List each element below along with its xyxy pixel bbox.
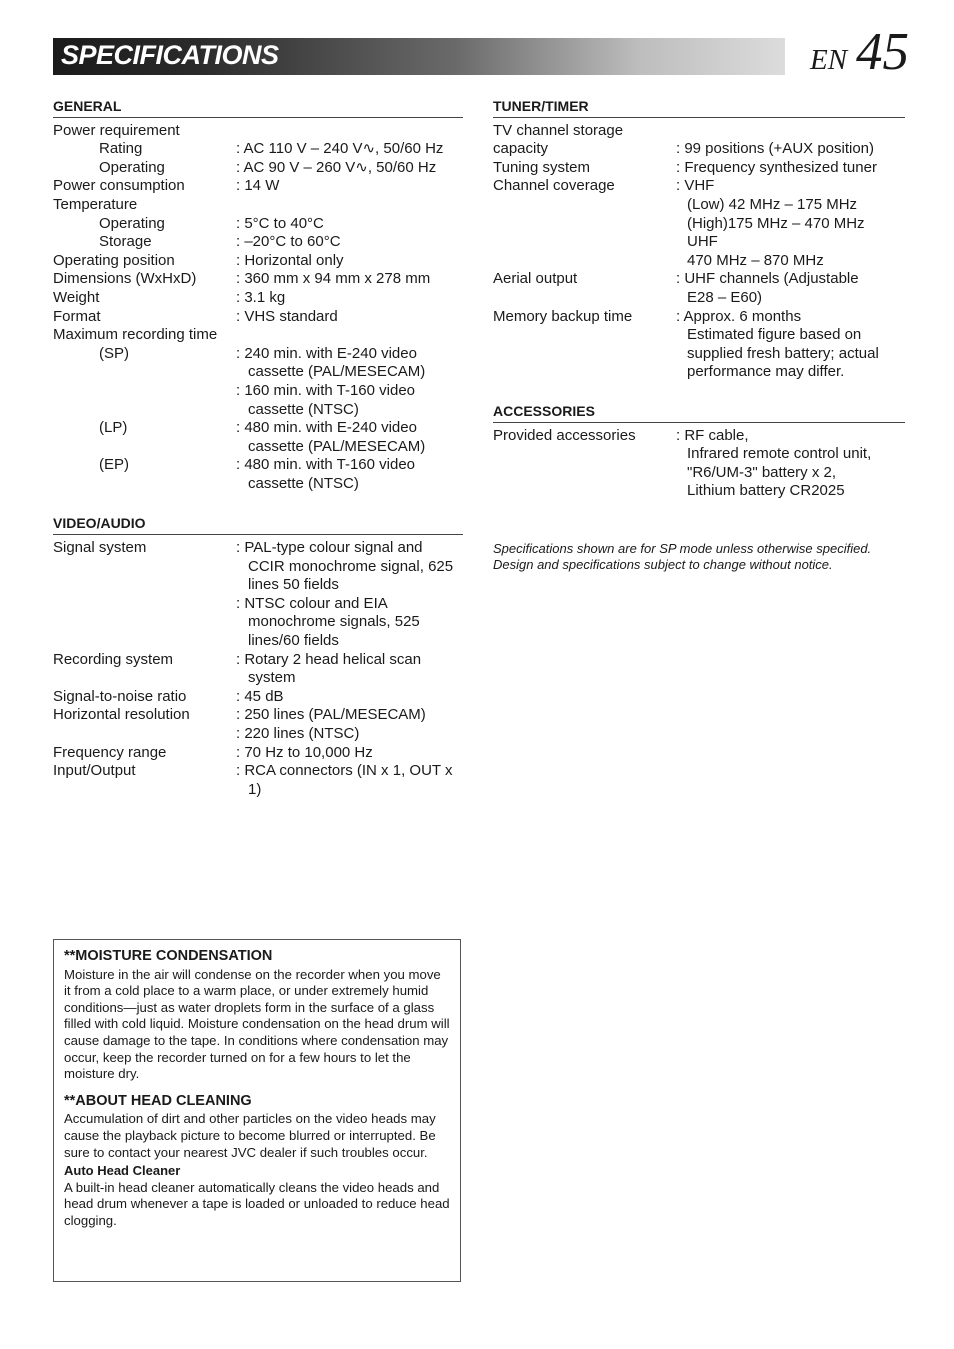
spec-value-line: : UHF channels (Adjustable [676, 270, 859, 288]
spec-value-line: 470 MHz – 870 MHz [687, 251, 824, 269]
spec-row [53, 308, 463, 327]
right-column [493, 97, 905, 574]
spec-value: : AC 110 V – 240 V∿, 50/60 Hz [236, 140, 463, 159]
spec-row [493, 270, 905, 307]
spec-value: : 480 min. with E-240 video cassette (PAL/MESECAM) [236, 419, 463, 456]
spec-value-line: Infrared remote control unit, [687, 445, 872, 463]
spec-value-line: performance may differ. [687, 363, 845, 381]
spec-value: : 360 mm x 94 mm x 278 mm [236, 270, 463, 289]
spec-row [53, 215, 463, 234]
spec-label: Dimensions (WxHxD) [53, 270, 197, 288]
spec-value: : RCA connectors (IN x 1, OUT x 1) [236, 762, 463, 799]
spec-value-line: Estimated figure based on [687, 326, 862, 344]
spec-value-line: supplied fresh battery; actual [687, 344, 879, 362]
spec-value: : 250 lines (PAL/MESECAM) [236, 706, 463, 725]
spec-value [676, 427, 905, 501]
spec-value-line: : 99 positions (+AUX position) [676, 140, 875, 158]
spec-label: Format [53, 307, 101, 325]
spec-row [493, 177, 905, 270]
spec-row [493, 140, 905, 159]
spec-value-line: (High)175 MHz – 470 MHz [687, 214, 865, 232]
spec-value: : 480 min. with T-160 video cassette (NTSC) [236, 456, 463, 493]
spec-value-line: : Frequency synthesized tuner [676, 158, 877, 176]
head-cleaning-heading: **ABOUT HEAD CLEANING [64, 1092, 252, 1109]
spec-label: Tuning system [493, 158, 590, 176]
spec-label: Operating [99, 214, 165, 232]
spec-row [53, 233, 463, 252]
spec-note-change: Design and specifications subject to change without notice. [493, 557, 833, 573]
spec-value: : VHS standard [236, 308, 463, 327]
spec-value-line: (Low) 42 MHz – 175 MHz [687, 195, 858, 213]
spec-row [53, 456, 463, 493]
spec-row [53, 382, 463, 419]
spec-row [53, 140, 463, 159]
page-title: SPECIFICATIONS [61, 40, 279, 70]
spec-row [53, 419, 463, 456]
spec-row [53, 326, 463, 345]
spec-value: : 240 min. with E-240 video cassette (PAL/MESECAM) [236, 345, 463, 382]
spec-label: Temperature [53, 195, 138, 213]
spec-label [53, 595, 236, 651]
spec-value: : 70 Hz to 10,000 Hz [236, 744, 463, 763]
spec-value-line: : Approx. 6 months [676, 307, 802, 325]
spec-value: : Horizontal only [236, 252, 463, 271]
spec-label: Maximum recording time [53, 326, 218, 344]
spec-note-sp-mode: Specifications shown are for SP mode unless otherwise specified. [493, 540, 872, 556]
spec-label [53, 725, 236, 744]
spec-value [676, 177, 905, 270]
spec-label: Power consumption [53, 177, 185, 195]
spec-label: Frequency range [53, 743, 167, 761]
spec-value [676, 140, 905, 159]
spec-row [53, 196, 463, 215]
spec-label: Storage [99, 233, 152, 251]
tv-channel-storage-label: TV channel storage [493, 121, 624, 139]
spec-label: (LP) [99, 419, 128, 437]
spec-label: Operating [99, 158, 165, 176]
spec-row [493, 308, 905, 382]
spec-value: : 220 lines (NTSC) [236, 725, 463, 744]
spec-value-line: UHF [687, 233, 718, 251]
spec-row [53, 651, 463, 688]
spec-value: : 160 min. with T-160 video cassette (NTSC) [236, 382, 463, 419]
spec-value-line: Lithium battery CR2025 [687, 482, 845, 500]
spec-row [53, 177, 463, 196]
tuner-timer-table [493, 140, 905, 382]
accessories-table [493, 427, 905, 501]
spec-row [53, 706, 463, 725]
spec-label: (EP) [99, 456, 129, 474]
spec-value [676, 159, 905, 178]
spec-label: capacity [493, 140, 549, 158]
spec-label: Channel coverage [493, 177, 615, 195]
left-column [53, 97, 463, 799]
spec-row [53, 122, 463, 141]
spec-row [53, 289, 463, 308]
video-audio-heading: VIDEO/AUDIO [53, 514, 463, 535]
spec-value: : PAL-type colour signal and CCIR monochrome signal, 625 lines 50 fields [236, 539, 463, 595]
spec-row [493, 159, 905, 178]
spec-row [53, 595, 463, 651]
title-banner [53, 38, 785, 75]
spec-label: Horizontal resolution [53, 706, 190, 724]
accessories-heading: ACCESSORIES [493, 402, 905, 423]
spec-value: : 3.1 kg [236, 289, 463, 308]
spec-row [53, 159, 463, 178]
spec-value-line: "R6/UM-3" battery x 2, [687, 463, 837, 481]
moisture-text: Moisture in the air will condense on the recorder when you move it from a cold place to a warm place, or under extremely humid conditions—just as water droplets form in the surface of a glass filled with cold liquid. Moisture condensation on the head drum will cause damage to the tape. In conditions where condensation may occur, keep the recorder turned on for a few hours to let the moisture dry. [64, 966, 450, 1082]
spec-value: : 14 W [236, 177, 463, 196]
spec-row [53, 345, 463, 382]
spec-label: Rating [99, 140, 143, 158]
spec-label: Input/Output [53, 762, 136, 780]
language-label: EN [810, 44, 848, 76]
spec-label: Signal-to-noise ratio [53, 687, 187, 705]
general-table [53, 122, 463, 494]
spec-row [53, 762, 463, 799]
page-number: 45 [856, 23, 909, 81]
spec-label: Signal system [53, 539, 147, 557]
spec-value [676, 270, 905, 307]
head-cleaning-text: Accumulation of dirt and other particles on the video heads may cause the playback picture to become blurred or interrupted. Be sure to contact your nearest JVC dealer if such troubles occur. [64, 1111, 436, 1160]
spec-label: Aerial output [493, 270, 578, 288]
spec-row [53, 539, 463, 595]
spec-row [53, 252, 463, 271]
spec-value: : 5°C to 40°C [236, 215, 463, 234]
spec-value-line: : RF cable, [676, 426, 749, 444]
general-heading: GENERAL [53, 97, 463, 118]
spec-label: Provided accessories [493, 426, 636, 444]
video-audio-table [53, 539, 463, 799]
auto-head-cleaner-text: A built-in head cleaner automatically cleans the video heads and head drum whenever a tape is loaded or unloaded to reduce head clogging. [64, 1179, 450, 1228]
spec-value-line: E28 – E60) [687, 288, 763, 306]
spec-row [53, 688, 463, 707]
spec-label: (SP) [99, 344, 129, 362]
tuner-timer-heading: TUNER/TIMER [493, 97, 905, 118]
spec-value-line: : VHF [676, 177, 715, 195]
spec-row [53, 725, 463, 744]
spec-label: Weight [53, 288, 100, 306]
spec-value: : 45 dB [236, 688, 463, 707]
spec-label: Memory backup time [493, 307, 633, 325]
moisture-heading: **MOISTURE CONDENSATION [64, 948, 273, 964]
spec-label: Power requirement [53, 121, 180, 139]
spec-label [53, 382, 236, 419]
spec-value: : –20°C to 60°C [236, 233, 463, 252]
spec-label: Recording system [53, 650, 174, 668]
auto-head-cleaner-heading: Auto Head Cleaner [64, 1163, 181, 1179]
spec-value: : NTSC colour and EIA monochrome signals, 525 lines/60 fields [236, 595, 463, 651]
spec-value [676, 308, 905, 382]
spec-row [53, 270, 463, 289]
spec-value: : AC 90 V – 260 V∿, 50/60 Hz [236, 159, 463, 178]
spec-label: Operating position [53, 251, 175, 269]
spec-value: : Rotary 2 head helical scan system [236, 651, 463, 688]
spec-row [493, 427, 905, 501]
info-box [53, 939, 461, 1282]
spec-row [53, 744, 463, 763]
